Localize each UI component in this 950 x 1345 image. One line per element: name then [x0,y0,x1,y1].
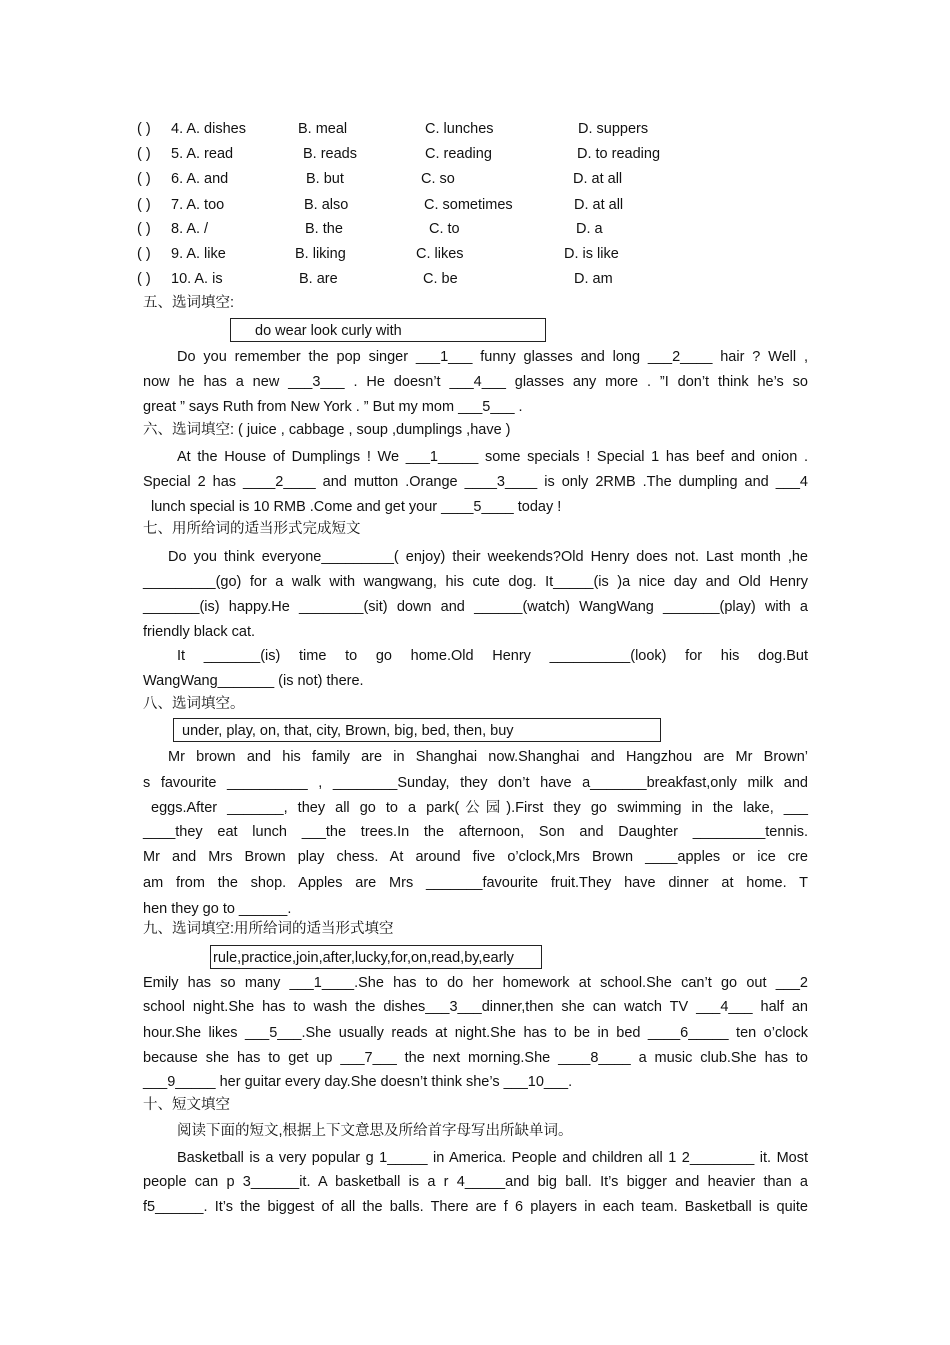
section-9-line-2: school night.She has to wash the dishes___3___dinner,then she can watch TV ___4___ half an [143,999,808,1015]
option-b: B. meal [298,121,348,137]
section-5-heading: 五、选词填空: [143,295,235,311]
answer-paren[interactable]: ( ) [137,121,151,137]
option-c: C. likes [416,246,464,262]
section-9-line-4: because she has to get up ___7___ the next morning.She ____8____ a music club.She has to [143,1050,808,1066]
section-8-line-5: Mr and Mrs Brown play chess. At around five o’clock,Mrs Brown ____apples or ice cre [143,849,808,865]
section-6-line-2: Special 2 has ____2____ and mutton .Orange ____3____ is only 2RMB .The dumpling and ___4 [143,474,808,490]
option-d: D. to reading [577,146,661,162]
mc-row-7 [137,194,817,216]
option-d: D. am [574,271,613,287]
option-a: 5. A. read [171,146,234,162]
section-7-line-5: It _______(is) time to go home.Old Henry __________(look) for his dog.But [177,648,808,664]
section-10-line-3: f5______. It’s the biggest of all the balls. There are f 6 players in each team. Basketball is quite [143,1199,808,1215]
answer-paren[interactable]: ( ) [137,146,151,162]
section-6-line-3: lunch special is 10 RMB .Come and get your ____5____ today ! [151,499,562,515]
section-6-heading: 六、选词填空: ( juice , cabbage , soup ,dumplings ,have ) [143,422,511,438]
option-d: D. at all [573,171,623,187]
answer-paren[interactable]: ( ) [137,221,151,237]
section-9-line-3: hour.She likes ___5___.She usually reads at night.She has to be in bed ____6_____ ten o’clock [143,1025,808,1041]
section-8-word-box: under, play, on, that, city, Brown, big, bed, then, buy [173,718,661,742]
option-b: B. reads [303,146,357,162]
section-7-line-4: friendly black cat. [143,624,256,640]
mc-row-5 [137,143,817,165]
section-8-line-4: ____they eat lunch ___the trees.In the afternoon, Son and Daughter _________tennis. [143,824,808,840]
section-10-heading: 十、短文填空 [143,1097,230,1113]
mc-row-8 [137,218,817,240]
option-a: 8. A. / [171,221,209,237]
option-b: B. also [304,197,349,213]
option-c: C. sometimes [424,197,513,213]
option-d: D. suppers [578,121,649,137]
section-5-line-1: Do you remember the pop singer ___1___ funny glasses and long ___2____ hair ? Well , [177,349,808,365]
section-5-line-3: great ” says Ruth from New York . ” But my mom ___5___ . [143,399,523,415]
section-7-line-6: WangWang_______ (is not) there. [143,673,364,689]
section-8-line-3: eggs.After _______, they all go to a park(公园).First they go swimming in the lake, ___ [151,800,808,816]
section-7-line-3: _______(is) happy.He ________(sit) down and ______(watch) WangWang _______(play) with a [143,599,808,615]
section-5-word-box: do wear look curly with [230,318,546,342]
option-b: B. are [299,271,338,287]
section-8-line-2: s favourite __________ , ________Sunday, they don’t have a_______breakfast,only milk and [143,775,808,791]
option-b: B. but [306,171,344,187]
section-8-line-1: Mr brown and his family are in Shanghai now.Shanghai and Hangzhou are Mr Brown’ [168,749,808,765]
answer-paren[interactable]: ( ) [137,171,151,187]
option-c: C. lunches [425,121,494,137]
section-10-line-2: people can p 3______it. A basketball is a r 4_____and big ball. It’s bigger and heavier than a [143,1174,808,1190]
option-c: C. to [429,221,460,237]
option-a: 7. A. too [171,197,225,213]
answer-paren[interactable]: ( ) [137,246,151,262]
mc-row-9 [137,243,817,265]
section-10-instruction: 阅读下面的短文,根据上下文意思及所给首字母写出所缺单词。 [177,1123,573,1139]
section-5-line-2: now he has a new ___3___ . He doesn’t ___4___ glasses any more . ”I don’t think he’s so [143,374,808,390]
option-d: D. at all [574,197,624,213]
section-9-line-1: Emily has so many ___1____.She has to do her homework at school.She can’t go out ___2 [143,975,808,991]
option-a: 6. A. and [171,171,229,187]
option-d: D. is like [564,246,619,262]
mc-row-6 [137,168,817,190]
answer-paren[interactable]: ( ) [137,271,151,287]
section-6-line-1: At the House of Dumplings ! We ___1_____ some specials ! Special 1 has beef and onion . [177,449,808,465]
option-c: C. so [421,171,455,187]
option-d: D. a [576,221,603,237]
mc-row-10 [137,268,817,290]
section-7-line-2: _________(go) for a walk with wangwang, his cute dog. It_____(is )a nice day and Old Henry [143,574,808,590]
section-7-line-1: Do you think everyone_________( enjoy) their weekends?Old Henry does not. Last month ,he [168,549,808,565]
section-8-line-6: am from the shop. Apples are Mrs _______favourite fruit.They have dinner at home. T [143,875,808,891]
section-10-line-1: Basketball is a very popular g 1_____ in America. People and children all 1 2________ it. Most [177,1150,808,1166]
option-c: C. be [423,271,458,287]
option-a: 9. A. like [171,246,226,262]
section-8-heading: 八、选词填空。 [143,696,245,712]
option-a: 10. A. is [171,271,223,287]
option-b: B. liking [295,246,346,262]
section-7-heading: 七、用所给词的适当形式完成短文 [143,521,361,537]
section-9-line-5: ___9_____ her guitar every day.She doesn’t think she’s ___10___. [143,1074,573,1090]
section-9-heading: 九、选词填空:用所给词的适当形式填空 [143,921,394,937]
mc-row-4 [137,118,817,140]
section-9-word-box: rule,practice,join,after,lucky,for,on,read,by,early [210,945,542,969]
section-8-line-7: hen they go to ______. [143,901,292,917]
option-a: 4. A. dishes [171,121,246,137]
option-b: B. the [305,221,343,237]
answer-paren[interactable]: ( ) [137,197,151,213]
option-c: C. reading [425,146,492,162]
